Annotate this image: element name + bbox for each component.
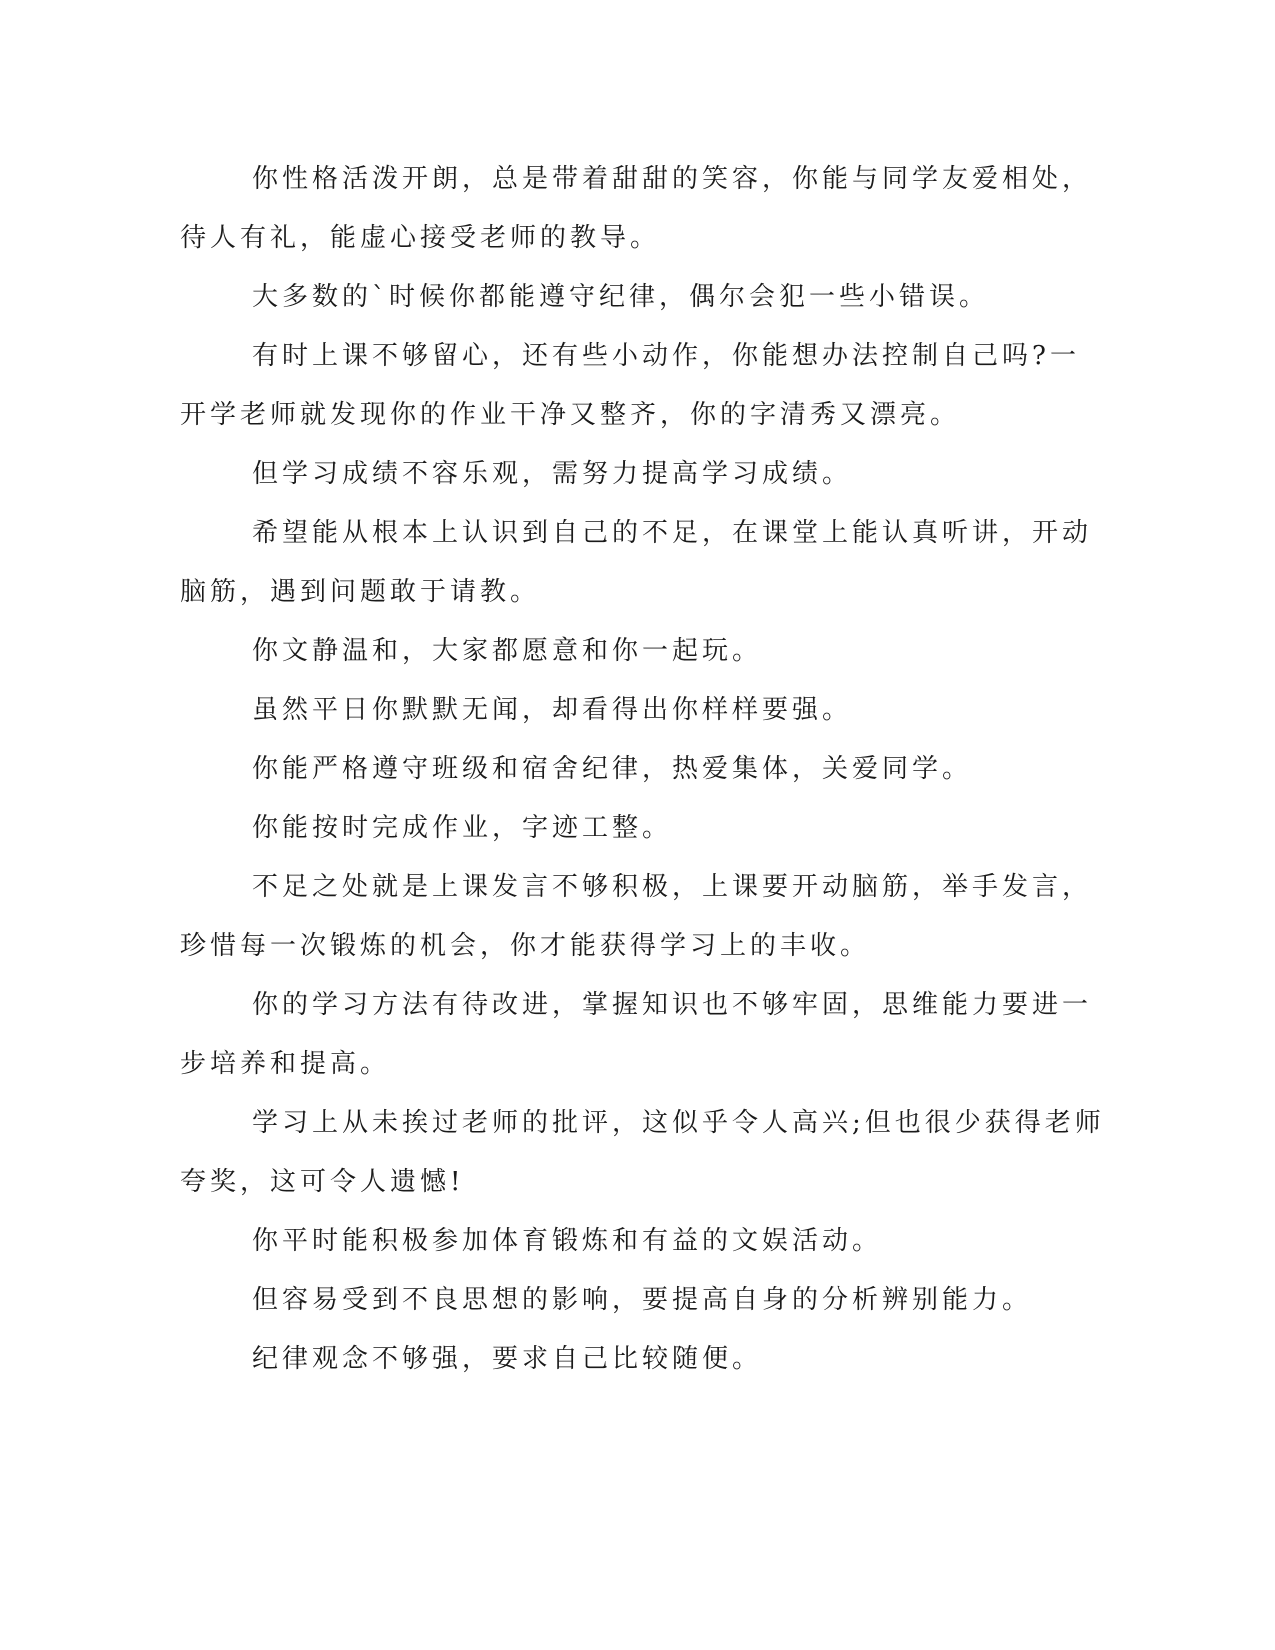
text-line: 开学老师就发现你的作业干净又整齐，你的字清秀又漂亮。 [180,400,961,430]
paragraph [180,858,1093,976]
text-line: 你性格活泼开朗，总是带着甜甜的笑容，你能与同学友爱相处， [252,164,1093,194]
text-line: 虽然平日你默默无闻，却看得出你样样要强。 [252,695,853,725]
paragraph [180,976,1093,1094]
document-body [180,150,1105,1389]
paragraph [180,1094,1105,1212]
paragraph [180,622,1040,681]
text-line: 你文静温和，大家都愿意和你一起玩。 [252,636,763,666]
text-line: 待人有礼，能虚心接受老师的教导。 [180,223,661,253]
text-line: 步培养和提高。 [180,1049,391,1079]
text-line: 你的学习方法有待改进，掌握知识也不够牢固，思维能力要进一 [252,990,1093,1020]
paragraph [180,1330,1040,1389]
paragraph [180,1212,1040,1271]
text-line: 不足之处就是上课发言不够积极，上课要开动脑筋，举手发言， [252,872,1093,902]
paragraph [180,504,1093,622]
text-line: 有时上课不够留心，还有些小动作，你能想办法控制自己吗?一 [252,341,1080,371]
paragraph [180,740,1040,799]
text-line: 但容易受到不良思想的影响，要提高自身的分析辨别能力。 [252,1285,1033,1315]
text-line: 学习上从未挨过老师的批评，这似乎令人高兴;但也很少获得老师 [252,1108,1105,1138]
text-line: 你平时能积极参加体育锻炼和有益的文娱活动。 [252,1226,883,1256]
paragraph [180,327,1080,445]
text-line: 纪律观念不够强，要求自己比较随便。 [252,1344,763,1374]
text-line: 你能按时完成作业，字迹工整。 [252,813,673,843]
text-line: 但学习成绩不容乐观，需努力提高学习成绩。 [252,459,853,489]
paragraph [180,445,1040,504]
paragraph [180,799,1040,858]
text-line: 你能严格遵守班级和宿舍纪律，热爱集体，关爱同学。 [252,754,973,784]
paragraph [180,1271,1040,1330]
text-line: 夸奖，这可令人遗憾! [180,1167,465,1197]
text-line: 珍惜每一次锻炼的机会，你才能获得学习上的丰收。 [180,931,871,961]
paragraph [180,150,1093,268]
paragraph [180,681,1040,740]
text-line: 希望能从根本上认识到自己的不足，在课堂上能认真听讲，开动 [252,518,1093,548]
text-line: 大多数的`时候你都能遵守纪律，偶尔会犯一些小错误。 [252,282,990,312]
paragraph [180,268,1040,327]
text-line: 脑筋，遇到问题敢于请教。 [180,577,541,607]
